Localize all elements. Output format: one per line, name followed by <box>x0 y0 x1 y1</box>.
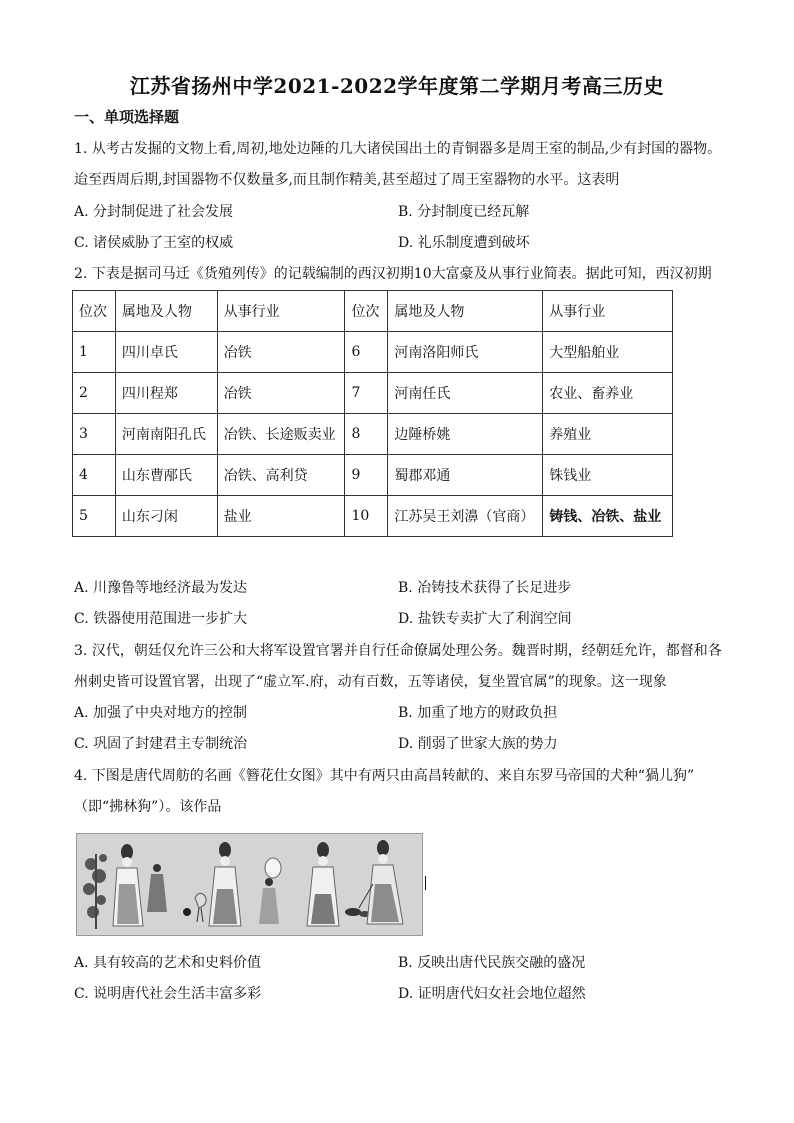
table-header-cell: 从事行业 <box>217 291 345 332</box>
table-cell: 四川程郑 <box>115 373 217 414</box>
q2-stem-line1: 2. 下表是据司马迁《货殖列传》的记载编制的西汉初期10大富豪及从事行业简表。据此可知，西汉初期 <box>74 266 712 282</box>
table-cell: 冶铁、高利贷 <box>217 455 345 496</box>
table-header-cell: 位次 <box>345 291 388 332</box>
painting-illustration <box>77 834 422 935</box>
table-cell: 冶铁、长途贩卖业 <box>217 414 345 455</box>
table-cell: 9 <box>345 455 388 496</box>
table-cell: 农业、畜养业 <box>543 373 673 414</box>
q2-option-d: D. 盐铁专卖扩大了利润空间 <box>398 611 572 627</box>
table-cell: 山东刁闲 <box>115 496 217 537</box>
painting-image <box>76 833 423 936</box>
table-cell: 冶铁 <box>217 373 345 414</box>
table-cell: 4 <box>73 455 116 496</box>
table-row <box>73 496 673 537</box>
table-cell: 铸钱、冶铁、盐业 <box>543 496 673 537</box>
table-cell: 养殖业 <box>543 414 673 455</box>
table-cell: 10 <box>345 496 388 537</box>
q1-stem-line2: 迨至西周后期,封国器物不仅数量多,而且制作精美,甚至超过了周王室器物的水平。这表明 <box>74 172 620 188</box>
table-header-cell: 属地及人物 <box>388 291 543 332</box>
table-header-cell: 位次 <box>73 291 116 332</box>
q3-stem-line1: 3. 汉代，朝廷仅允许三公和大将军设置官署并自行任命僚属处理公务。魏晋时期，经朝廷允许，都督和各 <box>74 643 722 659</box>
q1-option-a: A. 分封制促进了社会发展 <box>74 204 234 220</box>
table-cell: 铢钱业 <box>543 455 673 496</box>
table-cell: 6 <box>345 332 388 373</box>
table-cell: 盐业 <box>217 496 345 537</box>
table-cell: 2 <box>73 373 116 414</box>
table-cell: 河南南阳孔氏 <box>115 414 217 455</box>
table-row <box>73 414 673 455</box>
table-row <box>73 332 673 373</box>
table-cell: 8 <box>345 414 388 455</box>
table-cell: 山东曹邴氏 <box>115 455 217 496</box>
q1-option-c: C. 诸侯威胁了王室的权威 <box>74 235 234 251</box>
q1-option-d: D. 礼乐制度遭到破坏 <box>398 235 530 251</box>
table-cell: 蜀郡邓通 <box>388 455 543 496</box>
table-header-cell: 从事行业 <box>543 291 673 332</box>
table-header-cell: 属地及人物 <box>115 291 217 332</box>
q1-option-b: B. 分封制度已经瓦解 <box>398 204 530 220</box>
table-cell: 7 <box>345 373 388 414</box>
table-cell: 江苏吴王刘濞（官商） <box>388 496 543 537</box>
table-cell: 四川卓氏 <box>115 332 217 373</box>
q3-option-c: C. 巩固了封建君主专制统治 <box>74 736 248 752</box>
q4-option-a: A. 具有较高的艺术和史料价值 <box>74 955 262 971</box>
table-cell: 5 <box>73 496 116 537</box>
table-row <box>73 455 673 496</box>
q4-option-d: D. 证明唐代妇女社会地位超然 <box>398 986 586 1002</box>
table-cell: 大型船舶业 <box>543 332 673 373</box>
text-cursor-icon <box>425 876 426 890</box>
wealthy-table <box>72 290 673 537</box>
table-cell: 边陲桥姚 <box>388 414 543 455</box>
section-heading: 一、单项选择题 <box>74 108 180 126</box>
table-row <box>73 373 673 414</box>
q4-option-b: B. 反映出唐代民族交融的盛况 <box>398 955 586 971</box>
table-cell: 河南任氏 <box>388 373 543 414</box>
q4-option-c: C. 说明唐代社会生活丰富多彩 <box>74 986 262 1002</box>
q4-stem-line2: （即“拂林狗”）。该作品 <box>74 799 222 815</box>
q3-option-b: B. 加重了地方的财政负担 <box>398 705 558 721</box>
q1-stem-line1: 1. 从考古发掘的文物上看,周初,地处边陲的几大诸侯国出土的青铜器多是周王室的制品,少有封国的器物。 <box>74 141 722 157</box>
q3-option-a: A. 加强了中央对地方的控制 <box>74 705 248 721</box>
table-cell: 冶铁 <box>217 332 345 373</box>
table-cell: 河南洛阳师氏 <box>388 332 543 373</box>
table-cell: 1 <box>73 332 116 373</box>
q2-option-c: C. 铁器使用范围进一步扩大 <box>74 611 248 627</box>
q3-option-d: D. 削弱了世家大族的势力 <box>398 736 558 752</box>
q4-stem-line1: 4. 下图是唐代周舫的名画《簪花仕女图》其中有两只由高昌转献的、来自东罗马帝国的犬种“猧儿狗” <box>74 768 695 784</box>
page-title: 江苏省扬州中学2021-2022学年度第二学期月考高三历史 <box>129 74 665 98</box>
q3-stem-line2: 州刺史皆可设置官署，出现了“虚立军.府，动有百数，五等诸侯，复坐置官属”的现象。这一现象 <box>74 674 667 690</box>
q2-option-a: A. 川豫鲁等地经济最为发达 <box>74 580 248 596</box>
q2-option-b: B. 冶铸技术获得了长足进步 <box>398 580 572 596</box>
table-cell: 3 <box>73 414 116 455</box>
table-header-row <box>73 291 673 332</box>
